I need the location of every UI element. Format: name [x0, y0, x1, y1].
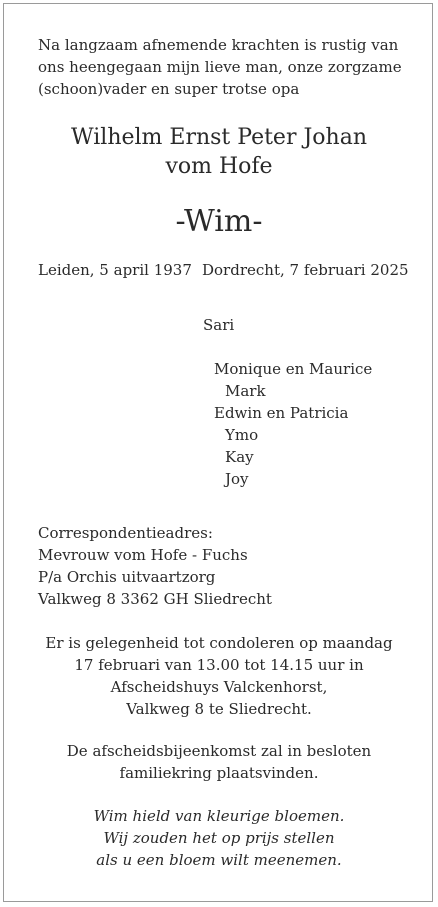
deceased-name-line2: vom Hofe [165, 154, 273, 179]
condolence-line: 17 februari van 13.00 tot 14.15 uur in [74, 656, 364, 674]
condolence-line: Er is gelegenheid tot condoleren op maandag [45, 634, 393, 652]
farewell-info [0, 740, 438, 784]
spouse-name: Sari [203, 316, 235, 334]
family-list [203, 314, 372, 490]
farewell-line: familiekring plaatsvinden. [119, 764, 319, 782]
farewell-line: De afscheidsbijeenkomst zal in besloten [66, 742, 372, 760]
correspondence-address [38, 522, 272, 610]
grandchild-name: Ymo [225, 426, 259, 444]
flowers-line: Wij zouden het op prijs stellen [103, 829, 335, 847]
intro-line: Na langzaam afnemende krachten is rustig van [38, 36, 399, 54]
death-date: Dordrecht, 7 februari 2025 [202, 261, 409, 279]
family-spacer [203, 336, 372, 358]
correspondence-line: Valkweg 8 3362 GH Sliedrecht [38, 590, 272, 608]
flowers-note [0, 805, 438, 871]
birth-date: Leiden, 5 april 1937 [38, 261, 192, 279]
condolence-info [0, 632, 438, 720]
intro-line: ons heengegaan mijn lieve man, onze zorgzame [38, 58, 402, 76]
deceased-name-line1: Wilhelm Ernst Peter Johan [71, 125, 367, 150]
child-name: Edwin en Patricia [214, 404, 349, 422]
correspondence-line: Mevrouw vom Hofe - Fuchs [38, 546, 248, 564]
flowers-line: als u een bloem wilt meenemen. [96, 851, 342, 869]
flowers-line: Wim hield van kleurige bloemen. [93, 807, 345, 825]
deceased-name [0, 123, 438, 181]
child-name: Monique en Maurice [214, 360, 373, 378]
condolence-line: Valkweg 8 te Sliedrecht. [126, 700, 312, 718]
correspondence-line: Correspondentieadres: [38, 524, 213, 542]
deceased-nickname: -Wim- [175, 204, 263, 239]
grandchild-name: Kay [225, 448, 254, 466]
grandchild-name: Joy [225, 470, 249, 488]
grandchild-name: Mark [225, 382, 266, 400]
intro-line: (schoon)vader en super trotse opa [38, 80, 300, 98]
condolence-line: Afscheidshuys Valckenhorst, [110, 678, 328, 696]
intro-text [38, 34, 402, 100]
dates-row [38, 259, 409, 281]
correspondence-line: P/a Orchis uitvaartzorg [38, 568, 216, 586]
